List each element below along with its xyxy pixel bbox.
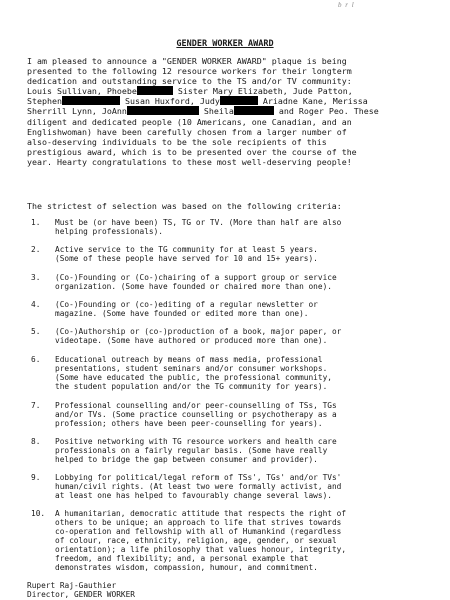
criterion-line: Active service to the TG community for at least 5 years. <box>55 245 318 254</box>
criterion-line: Educational outreach by means of mass media, professional <box>55 355 323 364</box>
redaction-bar <box>234 106 274 115</box>
criterion-number: 5. <box>31 327 41 336</box>
criterion-text <box>55 355 332 391</box>
criterion-line: (Co-)Authorship or (co-)production of a book, major paper, or <box>55 327 342 336</box>
criterion-line: (Co-)Founding or (co-)editing of a regular newsletter or <box>55 300 318 309</box>
signatory-role: Director, GENDER WORKER <box>27 590 135 599</box>
criterion-text <box>55 245 318 263</box>
criterion-number: 2. <box>31 245 41 254</box>
criterion-text <box>55 218 341 236</box>
criterion-number: 6. <box>31 355 41 364</box>
intro-text: Susan Huxford, Judy <box>119 96 220 107</box>
intro-line <box>27 106 437 116</box>
redaction-bar <box>62 96 120 105</box>
criterion-line: at least one has helped to favourably change several laws). <box>55 491 332 500</box>
intro-text: Sister Mary Elizabeth, Jude Patton, <box>172 86 353 97</box>
intro-text: and Roger Peo. These <box>273 106 379 117</box>
criteria-intro: The strictest of selection was based on the following criteria: <box>27 201 342 211</box>
signatory-name: Rupert Raj-Gauthier <box>27 581 117 590</box>
criterion-text <box>55 437 337 464</box>
intro-line: also-deserving individuals to be the sole recipients of this <box>27 136 327 147</box>
criterion-text <box>55 327 341 345</box>
intro-line <box>27 86 437 96</box>
criterion-line: Professional counselling and/or peer-counselling of TSs, TGs <box>55 401 337 410</box>
criterion-line: helped to bridge the gap between consumer and provider). <box>55 455 318 464</box>
criterion-line: others to be unique; an approach to life that strives towards <box>55 518 342 527</box>
intro-text: Sheila <box>198 106 234 117</box>
criterion-line: co-operation and fellowship with all of Humankind (regardless <box>55 527 342 536</box>
document-title: GENDER WORKER AWARD <box>176 39 274 49</box>
criterion-line: demonstrates wisdom, compassion, humour, and commitment. <box>55 563 318 572</box>
intro-line: year. Hearty congratulations to these most well-deserving people! <box>27 156 352 167</box>
criterion-text <box>55 300 318 318</box>
signature-block <box>27 581 135 599</box>
criterion-line: human/civil rights. (At least two were formally activist, and <box>55 482 342 491</box>
criterion-line: organization. (Some have founded or chaired more than one). <box>55 282 332 291</box>
criterion-line: freedom, and flexibility; and, a personal example that <box>55 554 309 563</box>
criterion-line: A humanitarian, democratic attitude that respects the right of <box>55 509 347 518</box>
criterion-line: videotape. (Some have authored or produced more than one). <box>55 336 328 345</box>
criterion-line: Positive networking with TG resource workers and health care <box>55 437 337 446</box>
criterion-line: and/or TVs. (Some practice counselling or psychotherapy as a <box>55 410 337 419</box>
intro-text: Louis Sullivan, Phoebe <box>27 86 137 97</box>
criterion-number: 7. <box>31 401 41 410</box>
handwritten-corner-note: b r l <box>338 1 355 9</box>
criterion-text <box>55 473 341 500</box>
criterion-line: Must be (or have been) TS, TG or TV. (More than half are also <box>55 218 342 227</box>
intro-text: Sherrill Lynn, JoAnn <box>27 106 127 117</box>
criterion-line: orientation); a life philosophy that values honour, integrity, <box>55 545 347 554</box>
criterion-line: (Co-)Founding or (Co-)chairing of a support group or service <box>55 273 337 282</box>
criterion-number: 9. <box>31 473 41 482</box>
criterion-number: 3. <box>31 273 41 282</box>
intro-line: I am pleased to announce a "GENDER WORKER AWARD" plaque is being <box>27 56 347 66</box>
intro-line: presented to the following 12 resource workers for their longterm <box>27 66 352 77</box>
criterion-line: Lobbying for political/legal reform of TSs', TGs' and/or TVs' <box>55 473 342 482</box>
redaction-bar <box>220 96 258 105</box>
intro-line <box>27 96 437 106</box>
intro-line: dedication and outstanding service to the TS and/or TV community: <box>27 76 352 87</box>
intro-text: Ariadne Kane, Merissa <box>257 96 368 107</box>
criterion-number: 4. <box>31 300 41 309</box>
criterion-text <box>55 401 337 428</box>
criterion-line: presentations, student seminars and/or consumer workshops. <box>55 364 328 373</box>
intro-line: Englishwoman) have been carefully chosen from a larger number of <box>27 126 347 137</box>
criterion-number: 1. <box>31 218 41 227</box>
criterion-line: (Some of these people have served for 10 and 15+ years). <box>55 254 318 263</box>
redaction-bar <box>127 106 199 115</box>
criterion-line: profession; others have been peer-counselling for years). <box>55 419 323 428</box>
criterion-line: helping professionals). <box>55 227 163 236</box>
criterion-line: magazine. (Some have founded or edited more than one). <box>55 309 309 318</box>
intro-text: Stephen <box>27 96 62 107</box>
criterion-line: (Some have educated the public, the professional community, <box>55 373 332 382</box>
redaction-bar <box>137 86 173 95</box>
criterion-line: the student population and/or the TG community for years). <box>55 382 328 391</box>
intro-paragraph <box>27 56 437 167</box>
criterion-number: 10. <box>31 509 46 518</box>
criterion-text <box>55 509 346 572</box>
criterion-number: 8. <box>31 437 41 446</box>
intro-line: diligent and dedicated people (10 Americans, one Canadian, and an <box>27 116 352 127</box>
criterion-line: professionals on a fairly regular basis. (Some have really <box>55 446 328 455</box>
intro-line: prestigious award, which is to be presented over the course of the <box>27 146 357 157</box>
criterion-text <box>55 273 337 291</box>
criterion-line: of colour, race, ethnicity, religion, age, gender, or sexual <box>55 536 337 545</box>
